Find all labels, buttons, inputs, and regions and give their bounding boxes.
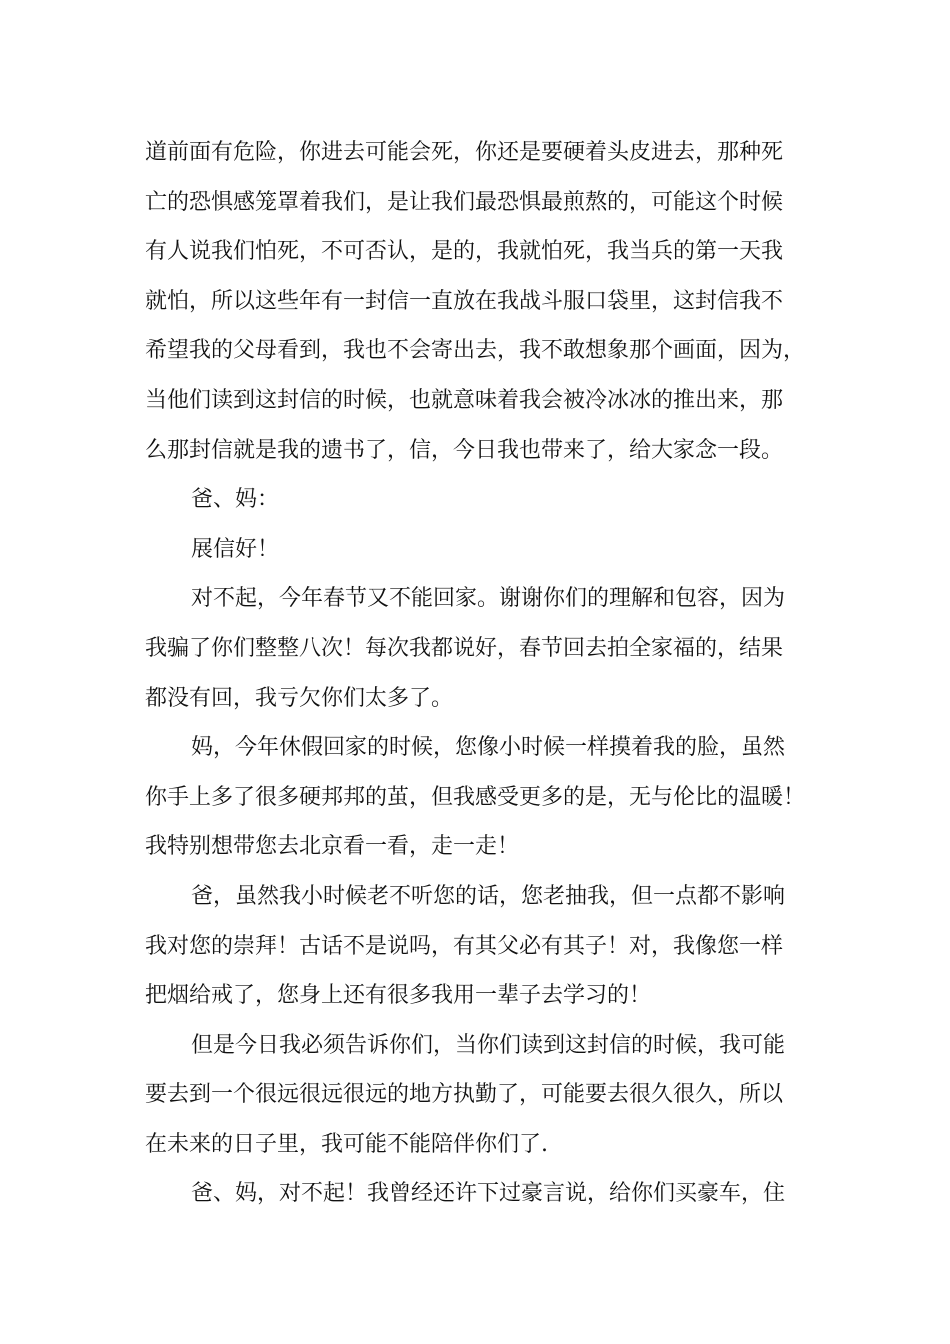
text-line: 爸，虽然我小时候老不听您的话，您老抽我，但一点都不影响: [191, 883, 786, 909]
text-line: 亡的恐惧感笼罩着我们，是让我们最恐惧最煎熬的，可能这个时候: [145, 189, 784, 215]
text-line: 展信好！: [191, 536, 280, 562]
text-line: 么那封信就是我的遗书了，信，今日我也带来了，给大家念一段。: [145, 437, 784, 463]
text-line: 有人说我们怕死，不可否认，是的，我就怕死，我当兵的第一天我: [145, 239, 784, 265]
text-line: 我骗了你们整整八次！每次我都说好，春节回去拍全家福的，结果: [145, 635, 784, 661]
text-line: 妈，今年休假回家的时候，您像小时候一样摸着我的脸，虽然: [191, 735, 786, 761]
text-line: 都没有回，我亏欠你们太多了。: [145, 685, 454, 711]
text-line: 我对您的崇拜！古话不是说吗，有其父必有其子！对，我像您一样: [145, 933, 784, 959]
text-line: 对不起，今年春节又不能回家。谢谢你们的理解和包容，因为: [191, 586, 786, 612]
document-body: [145, 128, 815, 1219]
text-line: 在未来的日子里，我可能不能陪伴你们了.: [145, 1131, 548, 1157]
text-line: 要去到一个很远很远很远的地方执勤了，可能要去很久很久，所以: [145, 1082, 784, 1108]
text-line: 希望我的父母看到，我也不会寄出去，我不敢想象那个画面，因为，: [145, 338, 806, 364]
text-line: 但是今日我必须告诉你们，当你们读到这封信的时候，我可能: [191, 1032, 786, 1058]
text-line: 爸、妈：: [191, 487, 280, 513]
text-line: 就怕，所以这些年有一封信一直放在我战斗服口袋里，这封信我不: [145, 288, 784, 314]
text-line: 把烟给戒了，您身上还有很多我用一辈子去学习的！: [145, 983, 652, 1009]
text-line: 你手上多了很多硬邦邦的茧，但我感受更多的是，无与伦比的温暖！: [145, 784, 806, 810]
text-line: 我特别想带您去北京看一看，走一走！: [145, 834, 520, 860]
text-line: 道前面有危险，你进去可能会死，你还是要硬着头皮进去，那种死: [145, 140, 784, 165]
text-line: 当他们读到这封信的时候，也就意味着我会被冷冰冰的推出来，那: [145, 387, 784, 413]
text-line: 爸、妈，对不起！我曾经还许下过豪言说，给你们买豪车，住: [191, 1181, 786, 1207]
